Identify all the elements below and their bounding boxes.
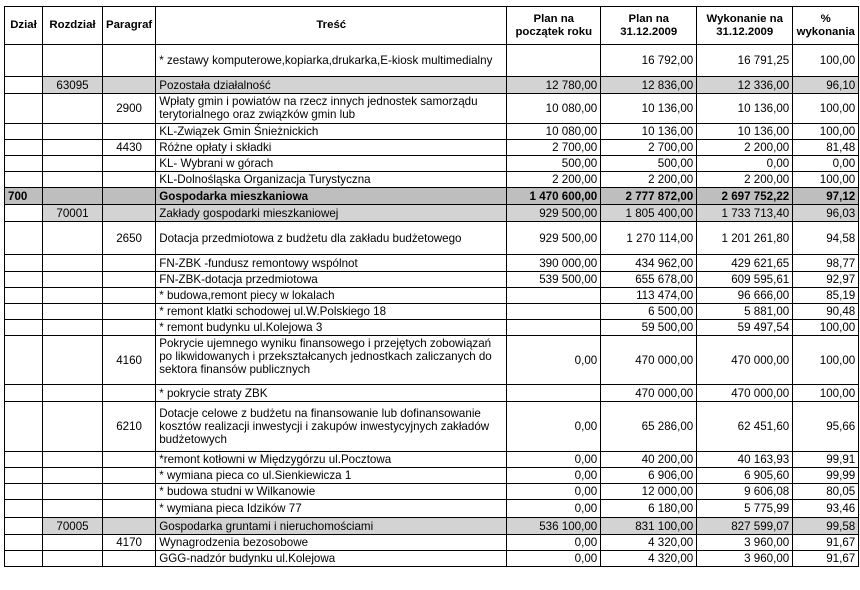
cell-tresc: Dotacja przedmiotowa z budżetu dla zakładu budżetowego <box>156 222 507 255</box>
cell-procent: 100,00 <box>793 45 859 77</box>
cell-dzial <box>5 336 43 385</box>
cell-dzial <box>5 402 43 452</box>
cell-procent: 100,00 <box>793 124 859 140</box>
cell-procent: 92,97 <box>793 272 859 288</box>
cell-tresc: Różne opłaty i składki <box>156 140 507 156</box>
cell-dzial <box>5 535 43 551</box>
cell-plan-start <box>507 320 601 336</box>
cell-paragraf <box>103 320 156 336</box>
cell-rozdzial: 70001 <box>43 205 103 222</box>
table-row-dzial <box>5 188 859 205</box>
cell-procent: 81,48 <box>793 140 859 156</box>
cell-plan-start: 500,00 <box>507 156 601 172</box>
cell-paragraf <box>103 272 156 288</box>
cell-tresc <box>156 94 507 124</box>
cell-rozdzial <box>43 500 103 518</box>
cell-plan-end: 831 100,00 <box>601 518 697 535</box>
cell-tresc: Gospodarka mieszkaniowa <box>156 188 507 205</box>
cell-plan-end: 16 792,00 <box>601 45 697 77</box>
cell-plan-start: 0,00 <box>507 484 601 500</box>
cell-wykonanie: 827 599,07 <box>697 518 793 535</box>
cell-paragraf: 2650 <box>103 222 156 255</box>
cell-rozdzial <box>43 172 103 188</box>
cell-paragraf <box>103 551 156 567</box>
cell-wykonanie: 2 697 752,22 <box>697 188 793 205</box>
cell-procent: 99,58 <box>793 518 859 535</box>
cell-tresc: * pokrycie straty ZBK <box>156 385 507 402</box>
cell-rozdzial <box>43 551 103 567</box>
table-row <box>5 45 859 77</box>
cell-wykonanie: 10 136,00 <box>697 94 793 124</box>
cell-tresc: * budowa studni w Wilkanowie <box>156 484 507 500</box>
cell-rozdzial <box>43 45 103 77</box>
table-row <box>5 288 859 304</box>
cell-dzial <box>5 156 43 172</box>
cell-procent: 91,67 <box>793 551 859 567</box>
cell-procent: 100,00 <box>793 385 859 402</box>
cell-wykonanie: 3 960,00 <box>697 551 793 567</box>
cell-paragraf <box>103 385 156 402</box>
cell-paragraf: 6210 <box>103 402 156 452</box>
cell-tresc: Dotacje celowe z budżetu na finansowanie lub dofinansowanie kosztów realizacji inwestycji i zakupów inwestycyjnych zakładów budżetowych <box>156 402 507 452</box>
table-row <box>5 484 859 500</box>
cell-dzial <box>5 500 43 518</box>
table-row <box>5 272 859 288</box>
cell-dzial <box>5 385 43 402</box>
cell-paragraf <box>103 468 156 484</box>
cell-plan-end: 65 286,00 <box>601 402 697 452</box>
cell-dzial <box>5 255 43 272</box>
cell-plan-end: 40 200,00 <box>601 452 697 468</box>
cell-tresc: * budowa,remont piecy w lokalach <box>156 288 507 304</box>
cell-plan-end: 2 777 872,00 <box>601 188 697 205</box>
cell-paragraf <box>103 188 156 205</box>
cell-wykonanie: 0,00 <box>697 156 793 172</box>
cell-dzial <box>5 94 43 124</box>
cell-dzial <box>5 205 43 222</box>
cell-rozdzial <box>43 484 103 500</box>
cell-rozdzial <box>43 320 103 336</box>
cell-rozdzial <box>43 452 103 468</box>
cell-paragraf <box>103 45 156 77</box>
cell-procent: 100,00 <box>793 94 859 124</box>
cell-tresc: GGG-nadzór budynku ul.Kolejowa <box>156 551 507 567</box>
cell-paragraf <box>103 484 156 500</box>
cell-plan-end: 1 805 400,00 <box>601 205 697 222</box>
cell-dzial <box>5 140 43 156</box>
cell-plan-end: 10 136,00 <box>601 124 697 140</box>
cell-rozdzial <box>43 304 103 320</box>
cell-tresc: KL-Związek Gmin Śnieżnickich <box>156 124 507 140</box>
cell-dzial <box>5 304 43 320</box>
table-row <box>5 551 859 567</box>
table-row <box>5 140 859 156</box>
cell-paragraf <box>103 172 156 188</box>
cell-wykonanie: 470 000,00 <box>697 336 793 385</box>
table-row <box>5 172 859 188</box>
cell-plan-end: 655 678,00 <box>601 272 697 288</box>
cell-plan-end: 6 180,00 <box>601 500 697 518</box>
cell-dzial <box>5 320 43 336</box>
cell-paragraf <box>103 205 156 222</box>
cell-paragraf <box>103 288 156 304</box>
cell-wykonanie: 5 775,99 <box>697 500 793 518</box>
cell-plan-start: 536 100,00 <box>507 518 601 535</box>
table-row <box>5 222 859 255</box>
cell-rozdzial <box>43 124 103 140</box>
cell-rozdzial <box>43 94 103 124</box>
cell-plan-start: 0,00 <box>507 452 601 468</box>
cell-plan-start: 0,00 <box>507 336 601 385</box>
cell-dzial <box>5 172 43 188</box>
cell-rozdzial: 70005 <box>43 518 103 535</box>
cell-plan-start <box>507 385 601 402</box>
table-row <box>5 320 859 336</box>
cell-wykonanie: 10 136,00 <box>697 124 793 140</box>
header-plan-end: Plan na 31.12.2009 <box>601 7 697 45</box>
cell-plan-start: 0,00 <box>507 468 601 484</box>
table-row <box>5 94 859 124</box>
cell-wykonanie: 609 595,61 <box>697 272 793 288</box>
cell-tresc: KL-Dolnośląska Organizacja Turystyczna <box>156 172 507 188</box>
cell-rozdzial <box>43 272 103 288</box>
table-row <box>5 385 859 402</box>
table-row <box>5 304 859 320</box>
cell-paragraf <box>103 452 156 468</box>
cell-plan-end: 4 320,00 <box>601 535 697 551</box>
table-row <box>5 336 859 385</box>
cell-dzial: 700 <box>5 188 43 205</box>
cell-plan-end: 6 500,00 <box>601 304 697 320</box>
cell-plan-start: 0,00 <box>507 535 601 551</box>
header-wykonanie: Wykonanie na 31.12.2009 <box>697 7 793 45</box>
cell-tresc: *remont kotłowni w Międzygórzu ul.Pocztowa <box>156 452 507 468</box>
cell-wykonanie: 429 621,65 <box>697 255 793 272</box>
budget-table <box>4 6 859 567</box>
cell-tresc: Gospodarka gruntami i nieruchomościami <box>156 518 507 535</box>
cell-paragraf: 2900 <box>103 94 156 124</box>
cell-plan-end: 4 320,00 <box>601 551 697 567</box>
header-tresc: Treść <box>156 7 507 45</box>
cell-wykonanie: 2 200,00 <box>697 140 793 156</box>
cell-plan-end: 470 000,00 <box>601 336 697 385</box>
cell-tresc: KL- Wybrani w górach <box>156 156 507 172</box>
cell-procent: 0,00 <box>793 156 859 172</box>
cell-rozdzial <box>43 222 103 255</box>
cell-procent: 90,48 <box>793 304 859 320</box>
cell-procent: 95,66 <box>793 402 859 452</box>
cell-wykonanie: 6 905,60 <box>697 468 793 484</box>
cell-rozdzial <box>43 156 103 172</box>
cell-wykonanie: 2 200,00 <box>697 172 793 188</box>
header-row <box>5 7 859 45</box>
cell-plan-start: 0,00 <box>507 402 601 452</box>
cell-plan-end: 12 836,00 <box>601 77 697 94</box>
cell-wykonanie: 16 791,25 <box>697 45 793 77</box>
cell-procent: 99,99 <box>793 468 859 484</box>
table-row <box>5 452 859 468</box>
cell-procent: 100,00 <box>793 320 859 336</box>
cell-paragraf <box>103 156 156 172</box>
cell-tresc: Wynagrodzenia bezosobowe <box>156 535 507 551</box>
cell-dzial <box>5 551 43 567</box>
cell-paragraf <box>103 77 156 94</box>
cell-plan-end: 6 906,00 <box>601 468 697 484</box>
cell-wykonanie: 5 881,00 <box>697 304 793 320</box>
cell-plan-end: 434 962,00 <box>601 255 697 272</box>
cell-rozdzial <box>43 288 103 304</box>
cell-wykonanie: 1 201 261,80 <box>697 222 793 255</box>
cell-tresc <box>156 336 507 385</box>
cell-wykonanie: 9 606,08 <box>697 484 793 500</box>
cell-paragraf <box>103 255 156 272</box>
cell-wykonanie: 470 000,00 <box>697 385 793 402</box>
table-row <box>5 255 859 272</box>
cell-dzial <box>5 222 43 255</box>
cell-plan-start: 10 080,00 <box>507 94 601 124</box>
cell-tresc: Pozostała działalność <box>156 77 507 94</box>
cell-tresc: * remont budynku ul.Kolejowa 3 <box>156 320 507 336</box>
cell-tresc: * wymiana pieca Idzików 77 <box>156 500 507 518</box>
cell-procent: 85,19 <box>793 288 859 304</box>
cell-rozdzial <box>43 385 103 402</box>
cell-plan-end: 12 000,00 <box>601 484 697 500</box>
cell-procent: 93,46 <box>793 500 859 518</box>
cell-rozdzial <box>43 140 103 156</box>
cell-plan-start: 12 780,00 <box>507 77 601 94</box>
cell-paragraf <box>103 500 156 518</box>
cell-paragraf: 4430 <box>103 140 156 156</box>
cell-procent: 98,77 <box>793 255 859 272</box>
header-procent: % wykonania <box>793 7 859 45</box>
table-row <box>5 156 859 172</box>
cell-dzial <box>5 518 43 535</box>
cell-plan-end: 470 000,00 <box>601 385 697 402</box>
cell-procent: 94,58 <box>793 222 859 255</box>
cell-tresc: * wymiana pieca co ul.Sienkiewicza 1 <box>156 468 507 484</box>
cell-dzial <box>5 77 43 94</box>
header-plan-start: Plan na początek roku <box>507 7 601 45</box>
table-row-rozdzial <box>5 518 859 535</box>
header-rozdzial: Rozdział <box>43 7 103 45</box>
cell-wykonanie: 40 163,93 <box>697 452 793 468</box>
cell-procent: 91,67 <box>793 535 859 551</box>
cell-rozdzial <box>43 336 103 385</box>
cell-wykonanie: 12 336,00 <box>697 77 793 94</box>
cell-plan-end: 1 270 114,00 <box>601 222 697 255</box>
cell-plan-start <box>507 304 601 320</box>
table-row <box>5 535 859 551</box>
cell-plan-end: 10 136,00 <box>601 94 697 124</box>
cell-wykonanie: 59 497,54 <box>697 320 793 336</box>
table-row <box>5 500 859 518</box>
cell-paragraf <box>103 124 156 140</box>
cell-plan-start: 2 700,00 <box>507 140 601 156</box>
cell-wykonanie: 1 733 713,40 <box>697 205 793 222</box>
cell-procent: 97,12 <box>793 188 859 205</box>
cell-rozdzial: 63095 <box>43 77 103 94</box>
table-row <box>5 124 859 140</box>
table-row <box>5 468 859 484</box>
cell-procent: 100,00 <box>793 336 859 385</box>
cell-plan-start: 929 500,00 <box>507 205 601 222</box>
cell-rozdzial <box>43 535 103 551</box>
cell-dzial <box>5 124 43 140</box>
cell-procent: 96,10 <box>793 77 859 94</box>
cell-rozdzial <box>43 468 103 484</box>
cell-tresc-text: Pokrycie ujemnego wyniku finansowego i przejętych zobowiązań po likwidowanych i przekształcanych jednostkach zaliczanych do sektora finansów publicznych <box>159 337 492 376</box>
cell-rozdzial <box>43 255 103 272</box>
cell-paragraf: 4160 <box>103 336 156 385</box>
cell-wykonanie: 96 666,00 <box>697 288 793 304</box>
cell-plan-start: 1 470 600,00 <box>507 188 601 205</box>
cell-tresc: * zestawy komputerowe,kopiarka,drukarka,E-kiosk multimedialny <box>156 45 507 77</box>
cell-plan-end: 113 474,00 <box>601 288 697 304</box>
cell-plan-start: 390 000,00 <box>507 255 601 272</box>
cell-procent: 80,05 <box>793 484 859 500</box>
cell-rozdzial <box>43 402 103 452</box>
cell-tresc: FN-ZBK-dotacja przedmiotowa <box>156 272 507 288</box>
cell-paragraf <box>103 518 156 535</box>
cell-plan-start <box>507 45 601 77</box>
cell-plan-start: 539 500,00 <box>507 272 601 288</box>
cell-plan-start: 2 200,00 <box>507 172 601 188</box>
cell-tresc: Zakłady gospodarki mieszkaniowej <box>156 205 507 222</box>
header-dzial: Dział <box>5 7 43 45</box>
cell-wykonanie: 3 960,00 <box>697 535 793 551</box>
cell-plan-start <box>507 288 601 304</box>
cell-plan-start: 0,00 <box>507 551 601 567</box>
cell-plan-start: 0,00 <box>507 500 601 518</box>
cell-rozdzial <box>43 188 103 205</box>
cell-dzial <box>5 288 43 304</box>
header-paragraf: Paragraf <box>103 7 156 45</box>
cell-plan-start: 10 080,00 <box>507 124 601 140</box>
cell-plan-start: 929 500,00 <box>507 222 601 255</box>
cell-procent: 100,00 <box>793 172 859 188</box>
cell-procent: 99,91 <box>793 452 859 468</box>
table-row-rozdzial <box>5 77 859 94</box>
cell-tresc: * remont klatki schodowej ul.W.Polskiego 18 <box>156 304 507 320</box>
cell-procent: 96,03 <box>793 205 859 222</box>
cell-plan-end: 59 500,00 <box>601 320 697 336</box>
cell-plan-end: 500,00 <box>601 156 697 172</box>
table-row-rozdzial <box>5 205 859 222</box>
cell-paragraf: 4170 <box>103 535 156 551</box>
cell-dzial <box>5 484 43 500</box>
cell-tresc-text: Wpłaty gmin i powiatów na rzecz innych jednostek samorządu terytorialnego oraz związków gmin lub <box>159 95 478 121</box>
table-row <box>5 402 859 452</box>
cell-tresc: FN-ZBK -fundusz remontowy wspólnot <box>156 255 507 272</box>
cell-dzial <box>5 272 43 288</box>
cell-plan-end: 2 700,00 <box>601 140 697 156</box>
cell-dzial <box>5 468 43 484</box>
cell-plan-end: 2 200,00 <box>601 172 697 188</box>
cell-paragraf <box>103 304 156 320</box>
cell-dzial <box>5 452 43 468</box>
cell-wykonanie: 62 451,60 <box>697 402 793 452</box>
cell-dzial <box>5 45 43 77</box>
